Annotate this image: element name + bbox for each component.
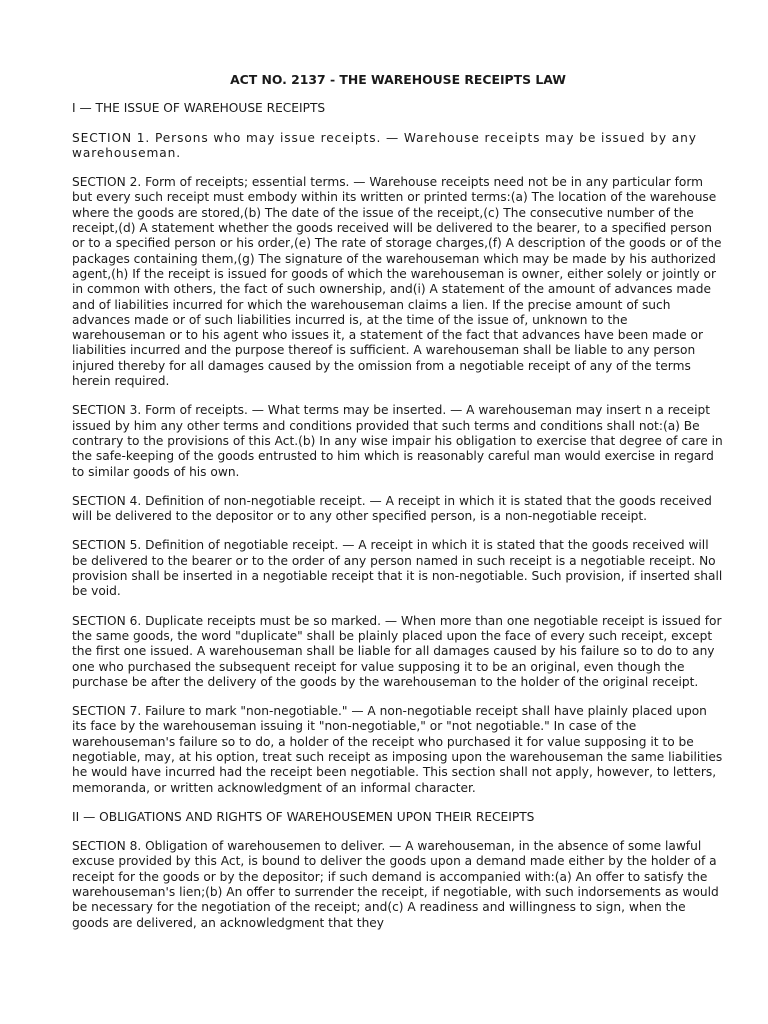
document-page bbox=[72, 72, 724, 945]
document-title: ACT NO. 2137 - THE WAREHOUSE RECEIPTS LAW bbox=[230, 72, 566, 87]
section-7: SECTION 7. Failure to mark "non-negotiable." — A non-negotiable receipt shall have plainly placed upon its face by the warehouseman issuing it "non-negotiable," or "not negotiable." In case of the warehouseman's failure so to do, a holder of the receipt who purchased it for value supposing it to be negotiable, may, at his option, treat such receipt as imposing upon the warehouseman the same liabilities he would have incurred had the receipt been negotiable. This section shall not apply, however, to letters, memoranda, or written acknowledgment of an informal character. bbox=[72, 704, 723, 795]
section-3: SECTION 3. Form of receipts. — What terms may be inserted. — A warehouseman may insert n a receipt issued by him any other terms and conditions provided that such terms and conditions shall not:(a) Be contrary to the provisions of this Act.(b) In any wise impair his obligation to exercise that degree of care in the safe-keeping of the goods entrusted to him which is reasonably careful man would exercise in regard to similar goods of his own. bbox=[72, 403, 723, 479]
section-8: SECTION 8. Obligation of warehousemen to deliver. — A warehouseman, in the absence of some lawful excuse provided by this Act, is bound to deliver the goods upon a demand made either by the holder of a receipt for the goods or by the depositor; if such demand is accompanied with:(a) An offer to satisfy the warehouseman's lien;(b) An offer to surrender the receipt, if negotiable, with such indorsements as would be necessary for the negotiation of the receipt; and(c) A readiness and willingness to sign, when the goods are delivered, an acknowledgment that they bbox=[72, 839, 719, 930]
section-2: SECTION 2. Form of receipts; essential terms. — Warehouse receipts need not be in any particular form but every such receipt must embody within its written or printed terms:(a) The location of the warehouse where the goods are stored,(b) The date of the issue of the receipt,(c) The consecutive number of the receipt,(d) A statement whether the goods received will be delivered to the bearer, to a specified person or to a specified person or his order,(e) The rate of storage charges,(f) A description of the goods or of the packages containing them,(g) The signature of the warehouseman which may be made by his authorized agent,(h) If the receipt is issued for goods of which the warehouseman is owner, either solely or jointly or in common with others, the fact of such ownership, and(i) A statement of the amount of advances made and of liabilities incurred for which the warehouseman claims a lien. If the precise amount of such advances made or of such liabilities incurred is, at the time of the issue of, unknown to the warehouseman or to his agent who issues it, a statement of the fact that advances have been made or liabilities incurred and the purpose thereof is sufficient. A warehouseman shall be liable to any person injured thereby for all damages caused by the omission from a negotiable receipt of any of the terms herein required. bbox=[72, 175, 722, 389]
section-4: SECTION 4. Definition of non-negotiable receipt. — A receipt in which it is stated that the goods received will be delivered to the depositor or to any other specified person, is a non-negotiable receipt. bbox=[72, 493, 712, 524]
section-5: SECTION 5. Definition of negotiable receipt. — A receipt in which it is stated that the goods received will be delivered to the bearer or to the order of any person named in such receipt is a negotiable receipt. No provision shall be inserted in a negotiable receipt that it is non-negotiable. Such provision, if inserted shall be void. bbox=[72, 538, 723, 599]
section-1: SECTION 1. Persons who may issue receipts. — Warehouse receipts may be issued by any warehouseman. bbox=[72, 130, 697, 160]
section-6: SECTION 6. Duplicate receipts must be so marked. — When more than one negotiable receipt is issued for the same goods, the word "duplicate" shall be plainly placed upon the face of every such receipt, except the first one issued. A warehouseman shall be liable for all damages caused by his failure so to do to any one who purchased the subsequent receipt for value supposing it to be an original, even though the purchase be after the delivery of the goods by the warehouseman to the holder of the original receipt. bbox=[72, 613, 722, 689]
part-heading: II — OBLIGATIONS AND RIGHTS OF WAREHOUSEMEN UPON THEIR RECEIPTS bbox=[72, 809, 535, 824]
part-heading: I — THE ISSUE OF WAREHOUSE RECEIPTS bbox=[72, 101, 326, 116]
